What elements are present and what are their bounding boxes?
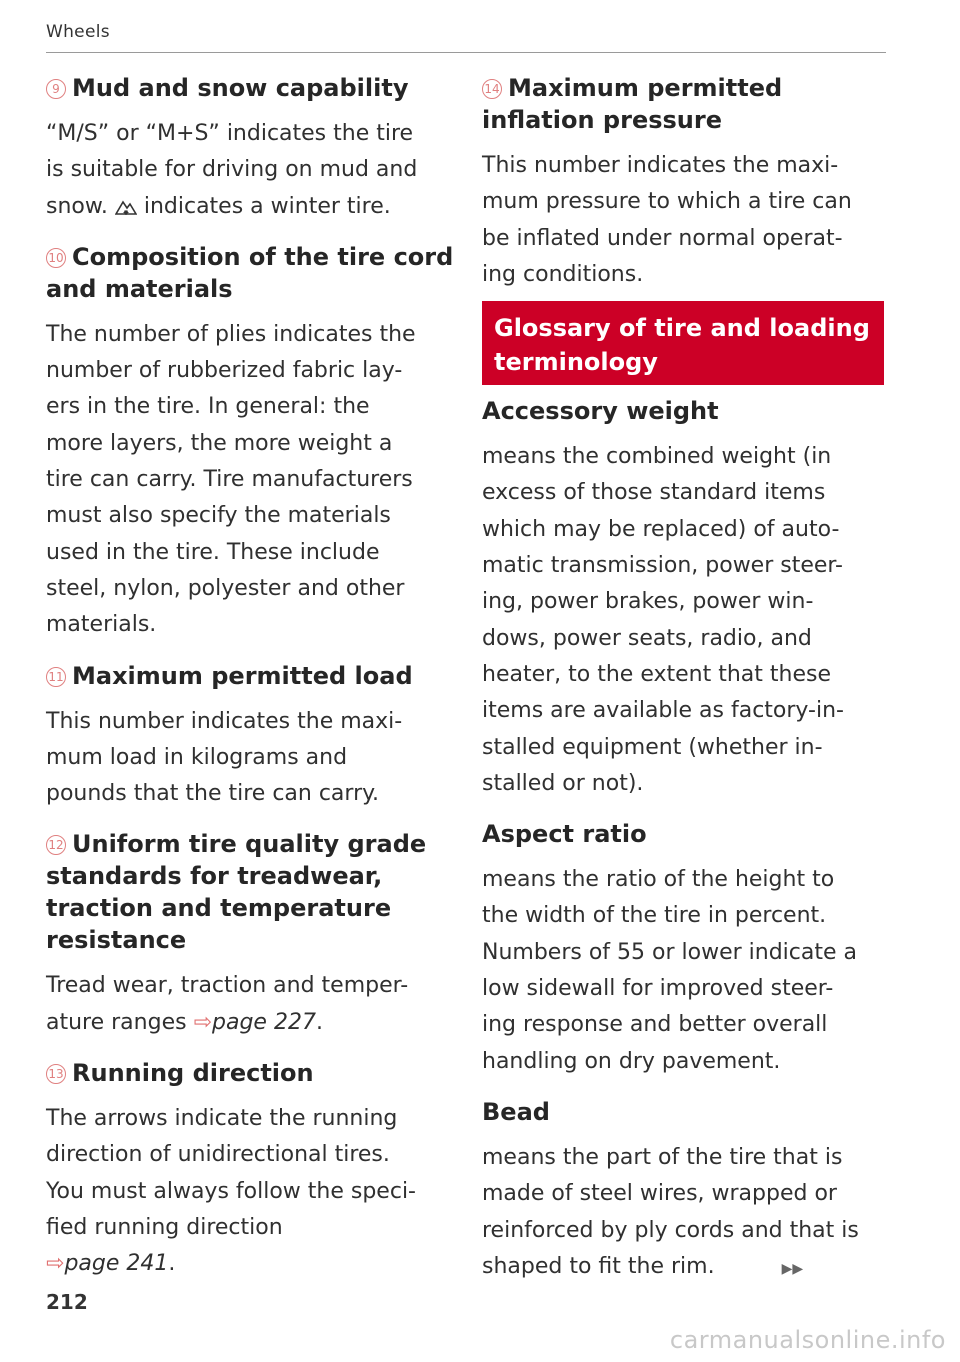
title-text: resistance — [46, 926, 187, 955]
section-max-load — [46, 660, 456, 813]
body-line: excess of those standard items — [482, 480, 826, 506]
section-running-direction — [46, 1057, 456, 1282]
section-title — [46, 660, 456, 692]
body-line: mum pressure to which a tire can — [482, 189, 852, 215]
page-reference-arrow-icon: ⇨ — [193, 1009, 213, 1035]
body-line: materials. — [46, 612, 157, 638]
body-line: This number indicates the maxi- — [46, 708, 403, 734]
body-line: tire can carry. Tire manufacturers — [46, 467, 413, 493]
body-line: made of steel wires, wrapped or — [482, 1181, 837, 1207]
left-column — [46, 72, 456, 1283]
section-header: Wheels — [46, 22, 110, 42]
body-line: mum load in kilograms and — [46, 744, 348, 770]
callout-number-icon: 9 — [46, 79, 66, 99]
title-text: inflation pressure — [482, 106, 722, 134]
title-text: Mud and snow capability — [72, 74, 409, 102]
title-text: Running direction — [72, 1059, 314, 1088]
body-line: pounds that the tire can carry. — [46, 781, 379, 807]
body-line: ing response and better overall — [482, 1012, 828, 1038]
body-line: The number of plies indicates the — [46, 321, 416, 347]
title-text: standards for treadwear, — [46, 862, 383, 891]
term-aspect-ratio — [482, 818, 892, 1080]
body-line: low sidewall for improved steer- — [482, 976, 834, 1002]
page-reference-arrow-icon: ⇨ — [46, 1251, 65, 1277]
callout-number-icon: 12 — [46, 835, 66, 855]
body-line: ers in the tire. In general: the — [46, 394, 370, 420]
body-line: Tread wear, traction and temper- — [46, 973, 409, 999]
banner-text: terminology — [494, 348, 658, 377]
callout-number-icon: 10 — [46, 248, 66, 268]
glossary-heading-banner — [482, 301, 884, 385]
text: . — [315, 1009, 323, 1035]
right-column — [482, 72, 892, 1287]
section-max-pressure — [482, 72, 892, 293]
callout-number-icon: 11 — [46, 667, 66, 687]
text: indicates a winter tire. — [143, 193, 391, 219]
term-accessory-weight — [482, 395, 892, 802]
section-composition — [46, 241, 456, 644]
body-line: stalled or not). — [482, 770, 644, 796]
body-line: means the combined weight (in — [482, 444, 832, 470]
term-title: Aspect ratio — [482, 820, 647, 849]
title-text: Uniform tire quality grade — [72, 830, 427, 859]
title-text: Maximum permitted — [508, 74, 783, 102]
body-line: items are available as factory-in- — [482, 698, 844, 724]
section-title — [46, 1057, 456, 1089]
body-line: must also specify the materials — [46, 503, 391, 529]
section-title — [482, 72, 892, 136]
body-line: fied running direction — [46, 1214, 283, 1240]
body-line — [482, 1249, 892, 1287]
body-line: steel, nylon, polyester and other — [46, 575, 405, 601]
title-text: and materials — [46, 274, 233, 303]
callout-number-icon: 13 — [46, 1064, 66, 1084]
body-line: matic transmission, power steer- — [482, 553, 843, 579]
body-line: dows, power seats, radio, and — [482, 625, 812, 651]
section-utqg — [46, 828, 456, 1041]
title-text: Composition of the tire cord — [72, 242, 454, 271]
body-line: ing, power brakes, power win- — [482, 589, 814, 615]
callout-number-icon: 14 — [482, 79, 502, 99]
header-divider — [46, 52, 886, 53]
body-line: which may be replaced) of auto- — [482, 516, 840, 542]
title-text: traction and temperature — [46, 894, 392, 923]
body-line: means the part of the tire that is — [482, 1144, 843, 1170]
banner-text: Glossary of tire and loading — [494, 314, 870, 343]
body-line: stalled equipment (whether in- — [482, 734, 823, 760]
term-title: Bead — [482, 1097, 550, 1126]
watermark: carmanualsonline.info — [669, 1326, 946, 1354]
section-title — [46, 241, 456, 305]
title-text: Maximum permitted load — [72, 661, 413, 690]
body-line: The arrows indicate the running — [46, 1106, 398, 1132]
body-line — [46, 1005, 456, 1041]
section-title — [46, 72, 456, 104]
page-reference-link[interactable]: page 241 — [64, 1251, 169, 1277]
text: shaped to fit the rim. — [482, 1253, 715, 1279]
body-line: This number indicates the maxi- — [482, 153, 839, 178]
body-line: be inflated under normal operat- — [482, 225, 843, 251]
section-mud-snow — [46, 72, 456, 225]
snowflake-mountain-icon — [115, 194, 144, 219]
body-line: more layers, the more weight a — [46, 430, 393, 456]
body-line — [46, 1246, 456, 1282]
body-line: reinforced by ply cords and that is — [482, 1217, 859, 1243]
body-line: number of rubberized fabric lay- — [46, 358, 403, 384]
page-number: 212 — [46, 1290, 88, 1314]
term-bead — [482, 1096, 892, 1287]
body-line: Numbers of 55 or lower indicate a — [482, 939, 857, 965]
body-line: direction of unidirectional tires. — [46, 1142, 390, 1168]
page-reference-link[interactable]: page 227 — [212, 1009, 316, 1035]
body-line: used in the tire. These include — [46, 539, 380, 565]
body-line: “M/S” or “M+S” indicates the tire — [46, 121, 414, 146]
body-line: ing conditions. — [482, 261, 644, 287]
body-line: the width of the tire in percent. — [482, 903, 827, 929]
body-line: heater, to the extent that these — [482, 661, 831, 687]
body-line: handling on dry pavement. — [482, 1048, 781, 1074]
body-line: You must always follow the speci- — [46, 1178, 416, 1204]
text: . — [168, 1251, 176, 1277]
term-title: Accessory weight — [482, 397, 719, 426]
text: snow. — [46, 193, 108, 219]
continue-arrow-icon: ▶▶ — [781, 1260, 804, 1277]
body-line — [46, 189, 456, 225]
section-title — [46, 828, 456, 956]
text: ature ranges — [46, 1009, 187, 1035]
body-line: means the ratio of the height to — [482, 867, 835, 893]
body-line: is suitable for driving on mud and — [46, 157, 418, 183]
